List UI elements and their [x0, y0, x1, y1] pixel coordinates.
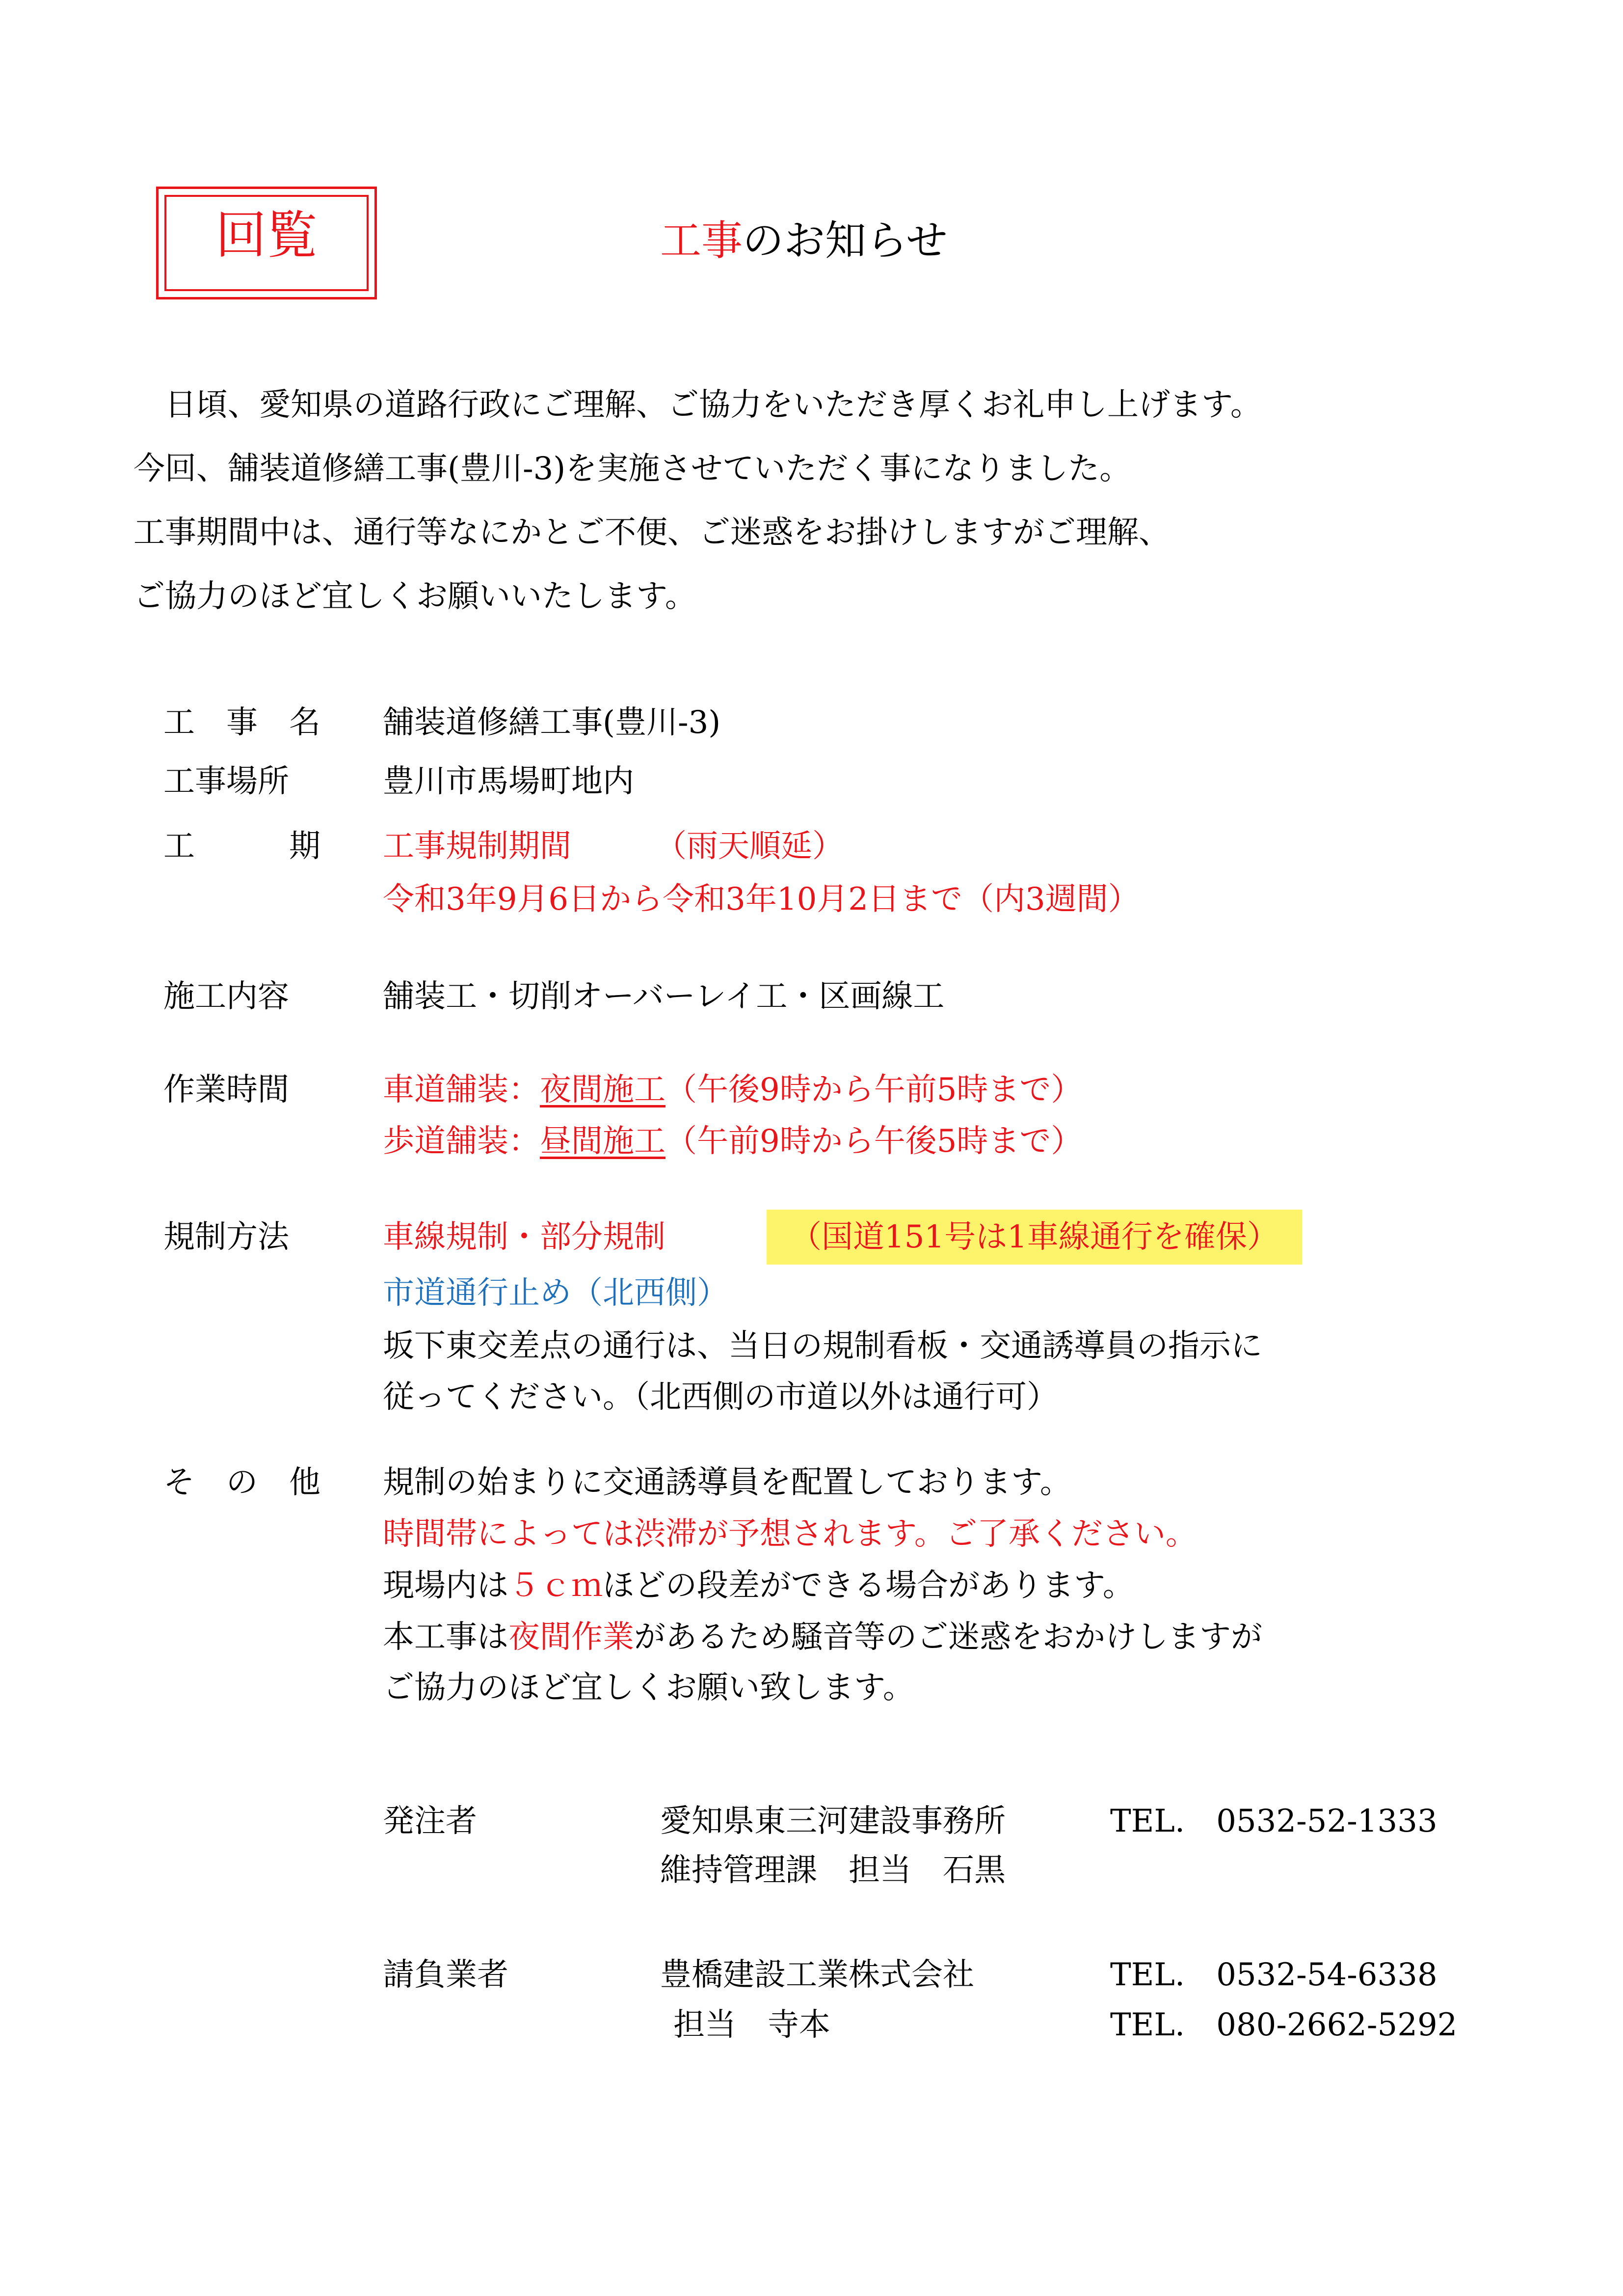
label-regulation: 規制方法	[163, 1219, 289, 1255]
regulation-line3: 坂下東交差点の通行は、当日の規制看板・交通誘導員の指示に	[383, 1328, 1262, 1364]
intro-line: ご協力のほど宜しくお願いいたします。	[133, 578, 696, 615]
other-line4	[383, 1618, 1262, 1657]
contractor-person: 担当 寺本	[673, 2007, 830, 2043]
other-line3-a: 現場内は	[383, 1567, 508, 1604]
regulation-line1: 車線規制・部分規制	[383, 1219, 665, 1255]
contractor-tel1: TEL. 0532-54-6338	[1110, 1957, 1437, 1993]
label-contractor: 請負業者	[383, 1957, 508, 1993]
hours-road-prefix: 車道舗装：	[383, 1072, 540, 1108]
hours-walk-type: 昼間施工	[540, 1123, 665, 1160]
project-name: 舗装道修繕工事(豊川-3)	[383, 704, 721, 741]
label-content: 施工内容	[163, 978, 289, 1015]
label-period: 工 期	[163, 828, 320, 864]
circulation-stamp	[156, 187, 377, 299]
work-content: 舗装工・切削オーバーレイ工・区画線工	[383, 978, 945, 1015]
orderer-tel: TEL. 0532-52-1333	[1110, 1803, 1437, 1839]
intro-line: 今回、舗装道修繕工事(豊川-3)を実施させていただく事になりました。	[133, 451, 1131, 487]
page-title	[660, 216, 948, 265]
other-line3-b: ５ｃｍ	[508, 1567, 603, 1604]
hours-walk-time: （午前9時から午後5時まで）	[665, 1123, 1083, 1160]
hours-walk	[383, 1122, 1082, 1161]
title-suffix: のお知らせ	[743, 216, 948, 265]
project-place: 豊川市馬場町地内	[383, 763, 634, 800]
period-main: 工事規制期間	[383, 828, 571, 864]
regulation-line4: 従ってください。（北西側の市道以外は通行可）	[383, 1379, 1058, 1415]
regulation-highlight: （国道151号は1車線通行を確保）	[767, 1210, 1302, 1265]
label-orderer: 発注者	[383, 1803, 477, 1839]
intro-line: 日頃、愛知県の道路行政にご理解、ご協力をいただき厚くお礼申し上げます。	[133, 387, 1262, 423]
label-hours: 作業時間	[163, 1072, 289, 1108]
contractor-org: 豊橋建設工業株式会社	[660, 1957, 974, 1993]
contractor-tel2: TEL. 080-2662-5292	[1110, 2007, 1458, 2043]
orderer-org: 愛知県東三河建設事務所	[660, 1803, 1006, 1839]
regulation-line2: 市道通行止め（北西側）	[383, 1275, 728, 1311]
title-prefix: 工事	[660, 216, 743, 265]
label-project-place: 工事場所	[163, 763, 289, 800]
hours-road-time: （午後9時から午前5時まで）	[665, 1072, 1083, 1108]
intro-paragraph	[133, 373, 1508, 628]
other-line4-a: 本工事は	[383, 1619, 508, 1655]
other-line4-b: 夜間作業	[508, 1619, 634, 1655]
label-project-name: 工 事 名	[163, 704, 320, 741]
period-note: （雨天順延）	[655, 828, 844, 864]
other-line3-c: ほどの段差ができる場合があります。	[603, 1567, 1134, 1604]
hours-walk-prefix: 歩道舗装：	[383, 1123, 540, 1160]
orderer-dept: 維持管理課 担当 石黒	[660, 1852, 1006, 1889]
other-line1: 規制の始まりに交通誘導員を配置しております。	[383, 1464, 1071, 1501]
other-line2: 時間帯によっては渋滞が予想されます。ご了承ください。	[383, 1516, 1197, 1552]
other-line4-c: があるため騒音等のご迷惑をおかけしますが	[634, 1619, 1262, 1655]
stamp-text: 回覧	[215, 208, 318, 264]
intro-line: 工事期間中は、通行等なにかとご不便、ご迷惑をお掛けしますがご理解、	[133, 514, 1170, 551]
label-other: そ の 他	[163, 1464, 320, 1501]
other-line5: ご協力のほど宜しくお願い致します。	[383, 1670, 914, 1706]
hours-road-type: 夜間施工	[540, 1072, 665, 1108]
hours-road	[383, 1070, 1082, 1109]
period-dates: 令和3年9月6日から令和3年10月2日まで（内3週間）	[383, 881, 1140, 918]
other-line3	[383, 1566, 1134, 1605]
